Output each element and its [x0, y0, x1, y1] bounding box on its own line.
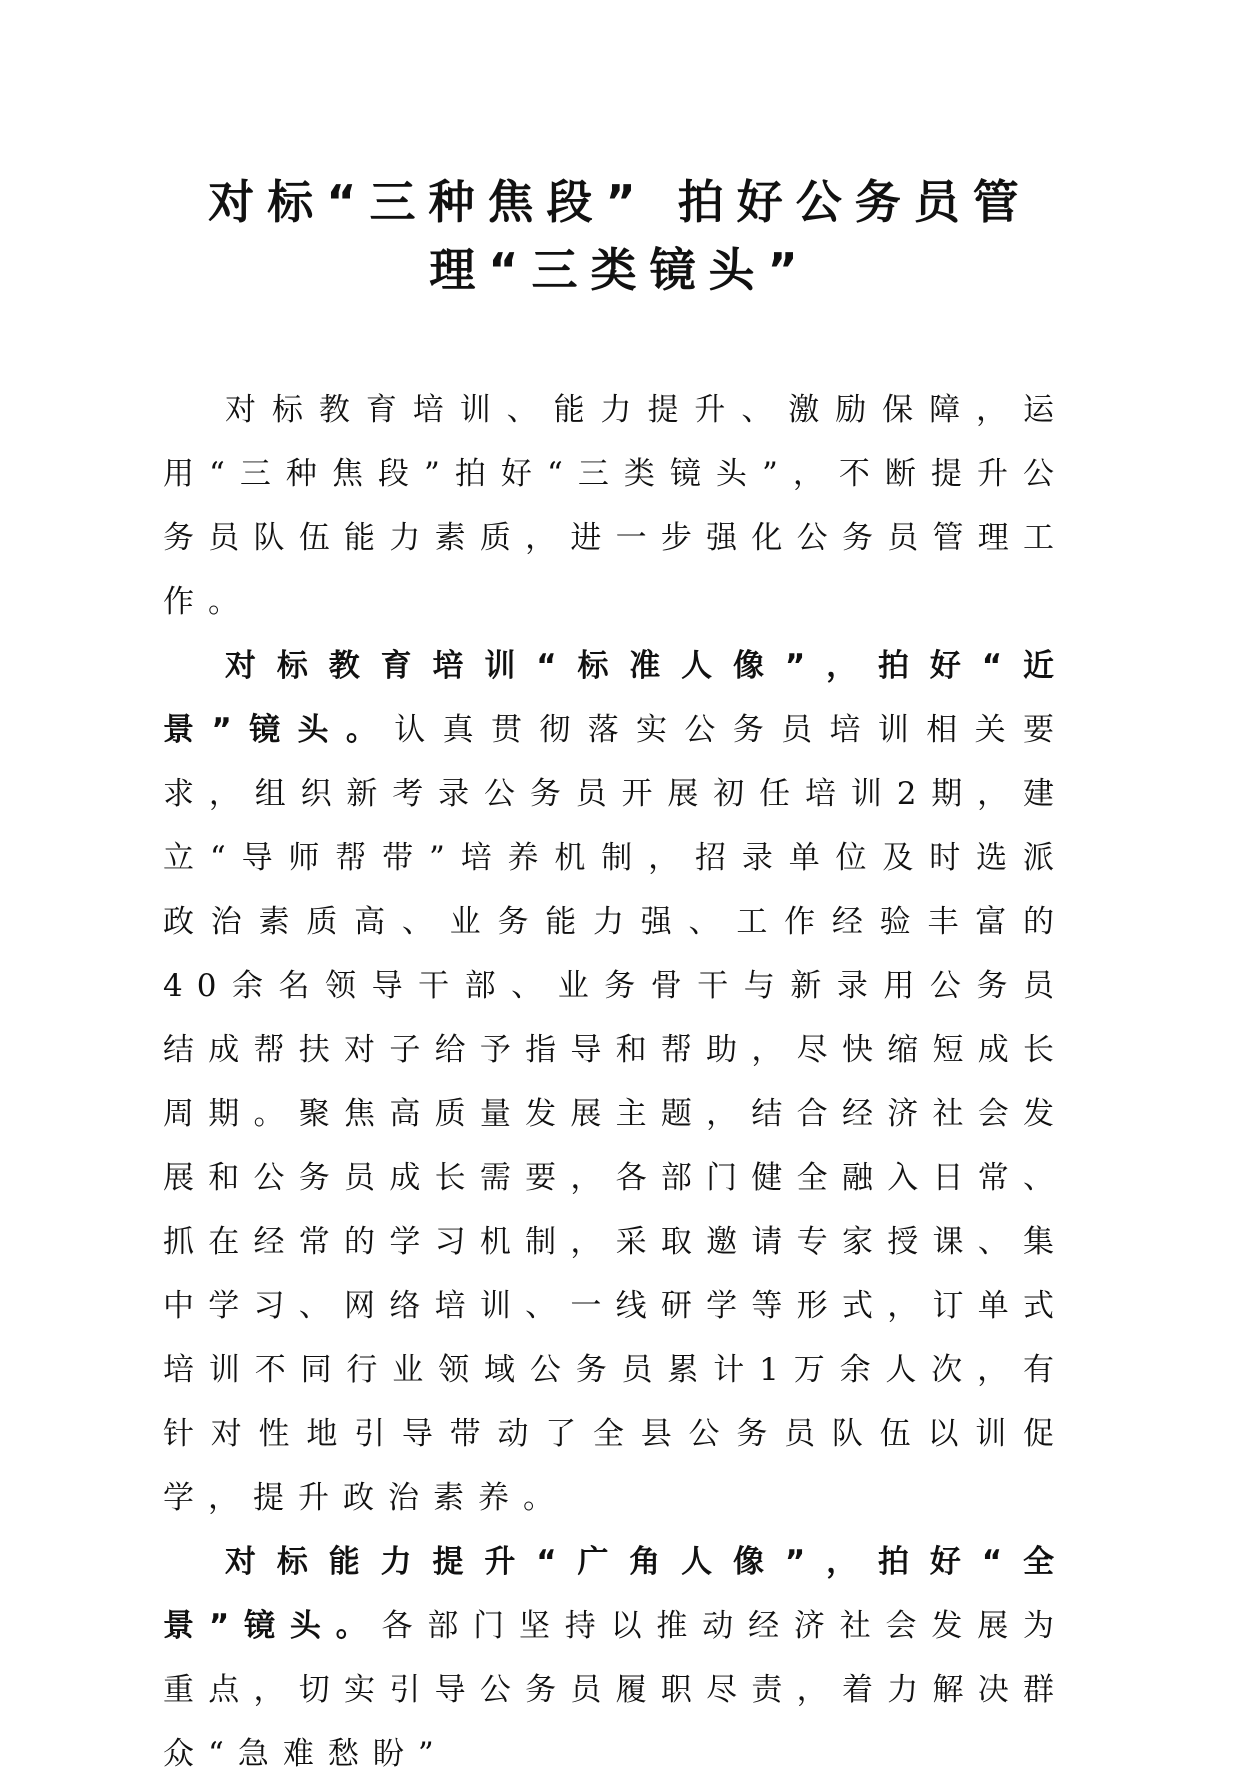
intro-paragraph: 对标教育培训、能力提升、激励保障，运用“三种焦段”拍好“三类镜头”，不断提升公务员队伍能力素质，进一步强化公务员管理工作。	[163, 392, 1068, 620]
section-heading-training: 对标教育培训“标准人像”，拍好“近景”镜头。	[163, 648, 1068, 748]
section-body-ability: 各部门坚持以推动经济社会发展为重点，切实引导公务员履职尽责，着力解决群众“急难愁盼”	[163, 1608, 1069, 1772]
section-paragraph-training	[163, 634, 1068, 1530]
title-line-1: 对标“三种焦段” 拍好公务员管	[208, 175, 1032, 229]
title-line-2: 理“三类镜头”	[429, 243, 811, 297]
section-paragraph-ability	[163, 1530, 1068, 1786]
section-body-training: 认真贯彻落实公务员培训相关要求，组织新考录公务员开展初任培训2期，建立“导师帮带”培养机制，招录单位及时选派政治素质高、业务能力强、工作经验丰富的40余名领导干部、业务骨干与新录用公务员结成帮扶对子给予指导和帮助，尽快缩短成长周期。聚焦高质量发展主题，结合经济社会发展和公务员成长需要，各部门健全融入日常、抓在经常的学习机制，采取邀请专家授课、集中学习、网络培训、一线研学等形式，订单式培训不同行业领域公务员累计1万余人次，有针对性地引导带动了全县公务员队伍以训促学，提升政治素养。	[163, 712, 1069, 1516]
section-heading-ability: 对标能力提升“广角人像”，拍好“全景”镜头。	[163, 1544, 1068, 1644]
document-body	[163, 378, 1068, 1786]
document-title	[150, 168, 1090, 304]
